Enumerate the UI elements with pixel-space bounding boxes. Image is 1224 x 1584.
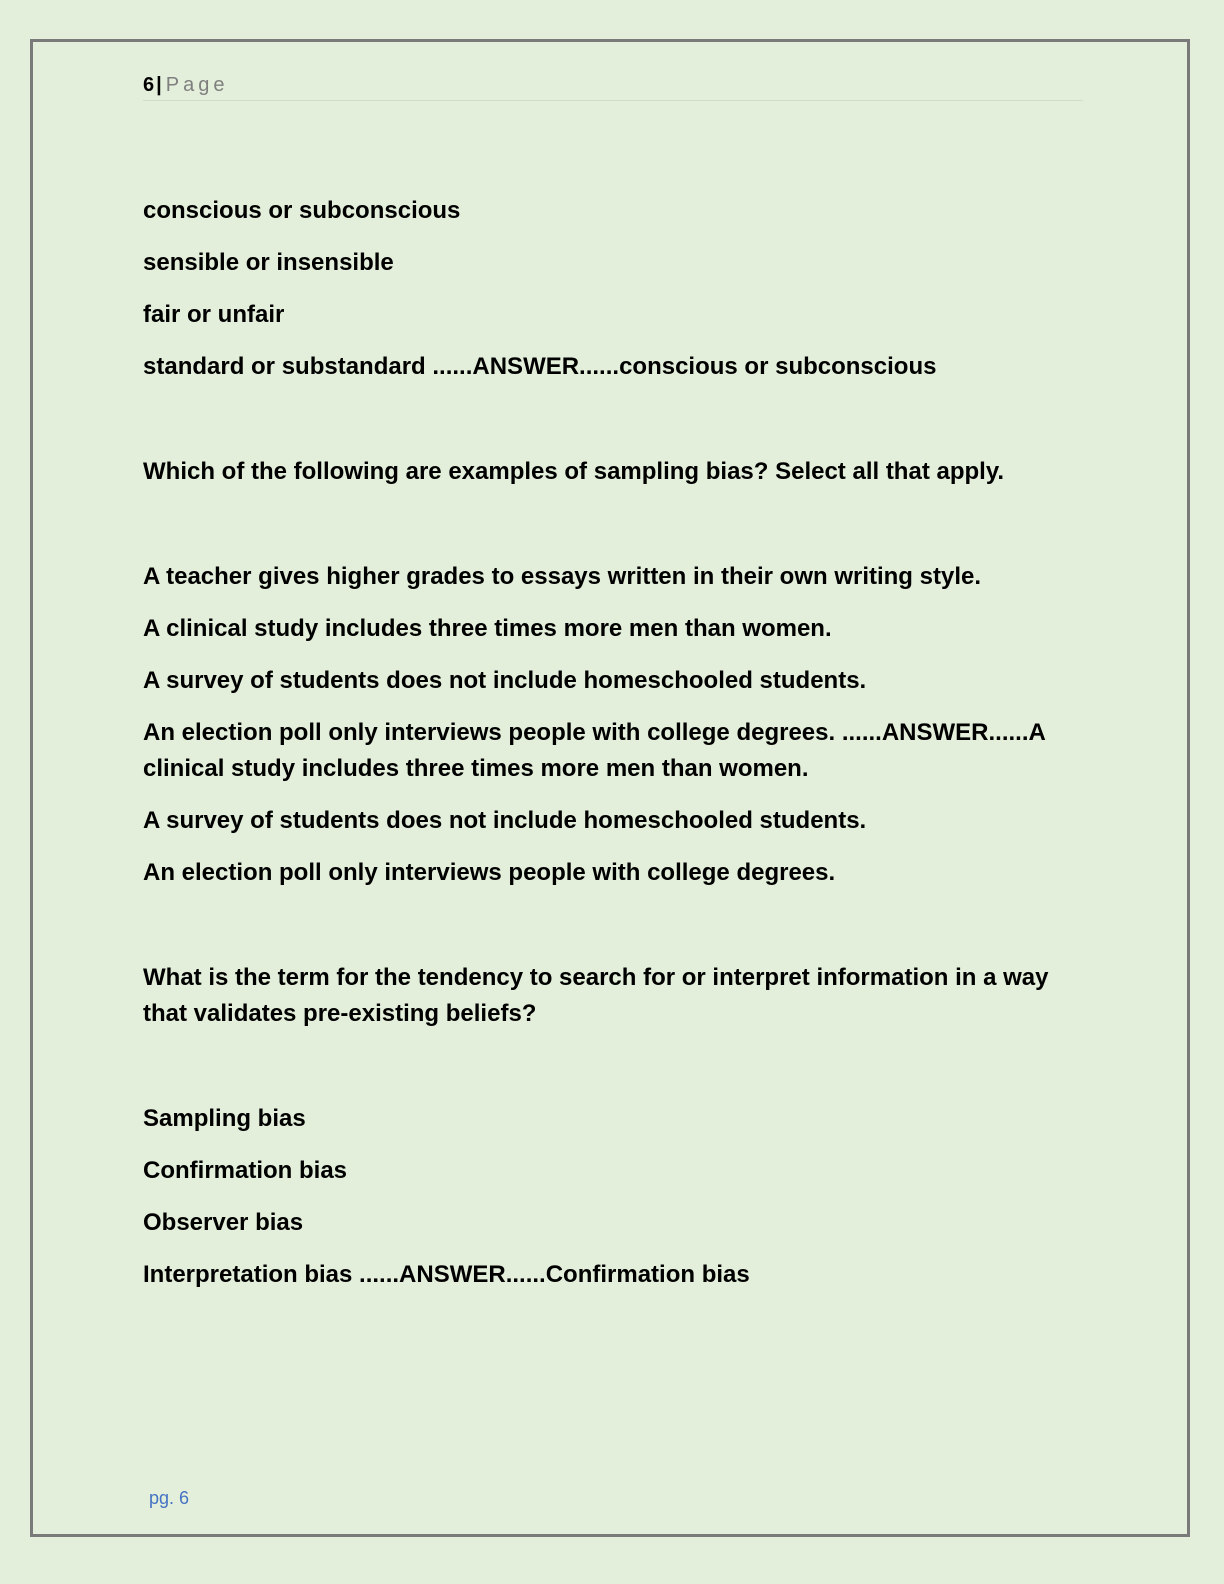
spacer	[143, 506, 1088, 559]
spacer	[143, 401, 1088, 454]
answer-option-with-answer: An election poll only interviews people with college degrees. ......ANSWER......A clinical study includes three times more men than women.	[143, 719, 1045, 782]
answer-option: A survey of students does not include homeschooled students.	[143, 667, 867, 694]
answer-option-with-answer: Interpretation bias ......ANSWER......Confirmation bias	[143, 1261, 750, 1288]
answer-option: sensible or insensible	[143, 249, 394, 276]
answer-option: Sampling bias	[143, 1105, 306, 1132]
header-separator: |	[156, 74, 162, 96]
answer-option: Confirmation bias	[143, 1157, 348, 1184]
answer-option: A clinical study includes three times more men than women.	[143, 615, 832, 642]
answer-option: Observer bias	[143, 1209, 304, 1236]
header-page-word: Page	[165, 74, 229, 96]
answer-option: A survey of students does not include homeschooled students.	[143, 807, 867, 834]
document-body	[143, 193, 1088, 1309]
spacer	[143, 1048, 1088, 1101]
answer-option: conscious or subconscious	[143, 197, 461, 224]
question-text: What is the term for the tendency to search for or interpret information in a way that validates pre-existing beliefs?	[143, 964, 1049, 1027]
header-page-number: 6	[143, 74, 155, 96]
page-header	[143, 70, 1083, 101]
spacer	[143, 907, 1088, 960]
answer-option-with-answer: standard or substandard ......ANSWER......conscious or subconscious	[143, 353, 937, 380]
answer-option: A teacher gives higher grades to essays written in their own writing style.	[143, 563, 982, 590]
question-text: Which of the following are examples of sampling bias? Select all that apply.	[143, 458, 1005, 485]
answer-option: An election poll only interviews people with college degrees.	[143, 859, 836, 886]
answer-option: fair or unfair	[143, 301, 285, 328]
page-footer: pg. 6	[149, 1488, 190, 1508]
